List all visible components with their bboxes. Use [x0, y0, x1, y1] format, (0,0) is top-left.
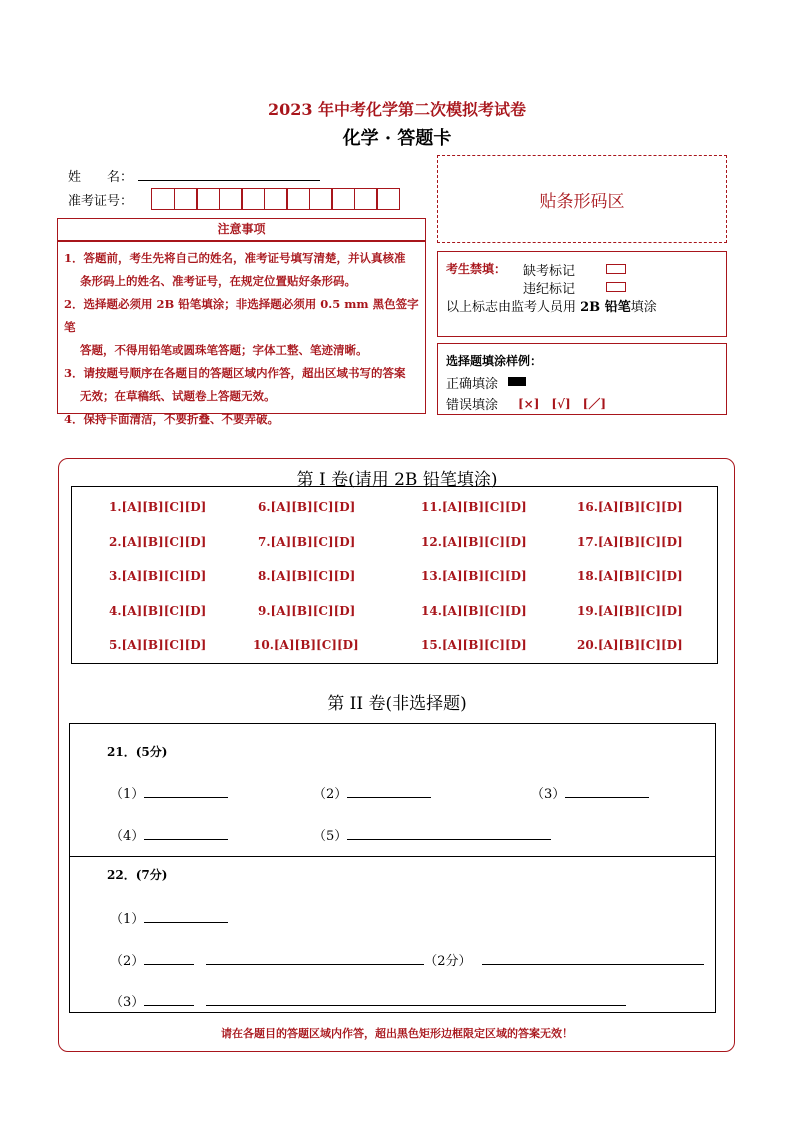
barcode-area [437, 155, 727, 243]
notice-item: 1．答题前，考生先将自己的姓名，准考证号填写清楚，并认真核准 [64, 251, 406, 265]
section1-title: 第 I 卷(请用 2B 铅笔填涂) [296, 470, 498, 490]
choice-question[interactable]: 8.[A][B][C][D] [258, 569, 356, 583]
wrong-fill-marks: [×] [√] [／] [518, 397, 607, 411]
choice-question[interactable]: 9.[A][B][C][D] [258, 604, 356, 618]
q21-part5: （5） [313, 825, 551, 844]
answer-blank[interactable] [482, 954, 704, 965]
answer-blank[interactable] [206, 954, 424, 965]
choice-question[interactable]: 15.[A][B][C][D] [421, 638, 527, 652]
wrong-fill-label: 错误填涂 [446, 398, 499, 413]
choice-question[interactable]: 6.[A][B][C][D] [258, 500, 356, 514]
choice-question[interactable]: 19.[A][B][C][D] [577, 604, 683, 618]
exam-id-label: 准考证号： [68, 194, 134, 209]
answer-blank[interactable] [144, 954, 194, 965]
footer-warning: 请在各题目的答题区域内作答，超出黑色矩形边框限定区域的答案无效！ [221, 1027, 573, 1040]
answer-blank[interactable] [144, 829, 228, 840]
choice-question[interactable]: 16.[A][B][C][D] [577, 500, 683, 514]
choice-question[interactable]: 3.[A][B][C][D] [109, 569, 207, 583]
proctor-only-label: 考生禁填： [446, 262, 507, 276]
choice-question[interactable]: 7.[A][B][C][D] [258, 535, 356, 549]
answer-blank[interactable] [144, 995, 194, 1006]
exam-id-cell[interactable] [196, 188, 220, 210]
q21-part3: （3） [531, 783, 649, 802]
exam-id-grid[interactable] [151, 188, 400, 210]
proctor-note: 以上标志由监考人员用 2B 铅笔填涂 [446, 300, 657, 315]
answer-blank[interactable] [144, 912, 228, 923]
question-divider [69, 856, 716, 857]
answer-blank[interactable] [206, 995, 626, 1006]
notice-box [57, 241, 426, 426]
correct-fill-mark [508, 377, 526, 386]
exam-id-cell[interactable] [174, 188, 198, 210]
exam-id-cell[interactable] [376, 188, 400, 210]
exam-id-cell[interactable] [151, 188, 175, 210]
name-field[interactable] [138, 180, 320, 181]
notice-item-cont: 无效；在草稿纸、试题卷上答题无效。 [80, 389, 276, 403]
answer-blank[interactable] [347, 829, 551, 840]
absent-label: 缺考标记 [523, 264, 576, 279]
notice-item: 4．保持卡面清洁，不要折叠、不要弄破。 [64, 412, 279, 426]
choice-question[interactable]: 11.[A][B][C][D] [421, 500, 527, 514]
name-label: 姓 名： [68, 170, 134, 185]
choice-question[interactable]: 4.[A][B][C][D] [109, 604, 207, 618]
choice-question[interactable]: 12.[A][B][C][D] [421, 535, 527, 549]
exam-id-cell[interactable] [331, 188, 355, 210]
exam-id-cell[interactable] [241, 188, 265, 210]
q21-part4: （4） [110, 825, 228, 844]
choice-question[interactable]: 5.[A][B][C][D] [109, 638, 207, 652]
choice-question[interactable]: 10.[A][B][C][D] [253, 638, 359, 652]
notice-item-cont: 条形码上的姓名、准考证号，在规定位置贴好条形码。 [80, 274, 356, 288]
q21-part2: （2） [313, 783, 431, 802]
violation-label: 违纪标记 [523, 282, 576, 297]
exam-title: 2023 年中考化学第二次模拟考试卷 [267, 100, 527, 119]
correct-fill-label: 正确填涂 [446, 377, 499, 392]
q22-part3: （3） [110, 991, 626, 1010]
barcode-label: 贴条形码区 [539, 191, 625, 212]
choice-question[interactable]: 14.[A][B][C][D] [421, 604, 527, 618]
exam-id-cell[interactable] [354, 188, 378, 210]
q22-part1: （1） [110, 908, 228, 927]
choice-question[interactable]: 1.[A][B][C][D] [109, 500, 207, 514]
absent-mark-box[interactable] [606, 264, 626, 274]
notice-item: 3．请按题号顺序在各题目的答题区域内作答，超出区域书写的答案 [64, 366, 406, 380]
q22-title: 22．(7分) [107, 868, 168, 882]
exam-id-cell[interactable] [219, 188, 243, 210]
q21-part1: （1） [110, 783, 228, 802]
fill-sample-box [437, 343, 727, 415]
card-subtitle: 化学 · 答题卡 [342, 128, 452, 149]
notice-item-cont: 答题，不得用铅笔或圆珠笔答题；字体工整、笔迹清晰。 [80, 343, 368, 357]
choice-question[interactable]: 2.[A][B][C][D] [109, 535, 207, 549]
choice-question[interactable]: 20.[A][B][C][D] [577, 638, 683, 652]
section2-title: 第 II 卷(非选择题) [327, 694, 467, 714]
violation-mark-box[interactable] [606, 282, 626, 292]
exam-id-cell[interactable] [264, 188, 288, 210]
proctor-only-box [437, 251, 727, 337]
q22-part2: （2） （2分） [110, 950, 704, 969]
notice-heading: 注意事项 [57, 218, 426, 241]
exam-id-cell[interactable] [286, 188, 310, 210]
fill-sample-title: 选择题填涂样例： [446, 354, 543, 368]
q21-title: 21．(5分) [107, 745, 168, 759]
choice-question[interactable]: 18.[A][B][C][D] [577, 569, 683, 583]
exam-id-cell[interactable] [309, 188, 333, 210]
answer-blank[interactable] [144, 787, 228, 798]
answer-blank[interactable] [565, 787, 649, 798]
notice-item: 2．选择题必须用 2B 铅笔填涂；非选择题必须用 0.5 mm 黑色签字笔 [64, 297, 419, 334]
choice-question[interactable]: 13.[A][B][C][D] [421, 569, 527, 583]
answer-blank[interactable] [347, 787, 431, 798]
choice-question[interactable]: 17.[A][B][C][D] [577, 535, 683, 549]
